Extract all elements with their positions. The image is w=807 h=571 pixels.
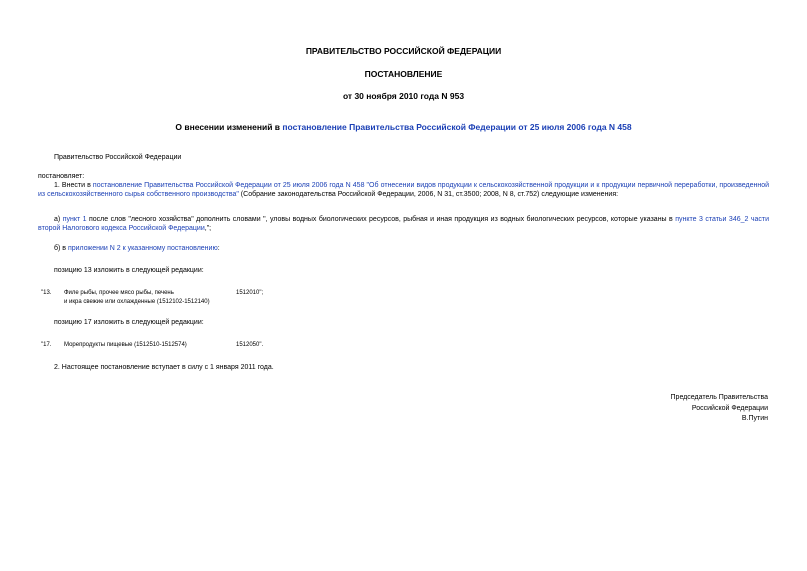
paragraph-a-suffix: ,"; <box>204 225 212 232</box>
intro-text: Правительство Российской Федерации <box>54 154 182 161</box>
document-type-heading: ПОСТАНОВЛЕНИЕ <box>364 69 443 79</box>
paragraph-b-suffix: : <box>217 245 220 252</box>
paragraph-b <box>54 244 220 253</box>
paragraph-a <box>38 215 769 233</box>
paragraph-1-prefix: 1. Внести в <box>54 182 93 189</box>
table-17-code: 1512050". <box>236 342 264 348</box>
date-number-heading: от 30 ноября 2010 года N 953 <box>342 91 465 101</box>
table-13-name-line-1: Филе рыбы, прочее мясо рыбы, печень <box>64 290 174 296</box>
paragraph-1 <box>38 181 769 199</box>
paragraph-a-prefix: а) <box>54 216 63 223</box>
decree-458-link[interactable]: постановление Правительства Российской Федерации от 25 июля 2006 года N 458 "Об отнесении видов продукции к сельскохозяйственной продукции и к продукции первичной переработки, произведенной из сельскохозяйственного сырья собственного производства" <box>38 182 770 198</box>
point-1-link[interactable]: пункт 1 <box>62 216 87 223</box>
signature-title-1: Председатель Правительства <box>670 394 768 401</box>
table-13-number: "13. <box>41 290 52 296</box>
table-13-name-line-2: и икра свежие или охлажденные (1512102-1512140) <box>64 298 210 305</box>
paragraph-1-suffix: (Собрание законодательства Российской Федерации, 2006, N 31, ст.3500; 2008, N 8, ст.752) следующие изменения: <box>238 191 619 198</box>
table-13-name <box>64 289 210 306</box>
signature-block <box>560 393 768 425</box>
document-title <box>0 122 807 132</box>
amended-decree-link[interactable]: постановление Правительства Российской Федерации от 25 июля 2006 года N 458 <box>282 122 632 132</box>
signature-title-2: Российской Федерации <box>691 404 768 412</box>
table-17-number: "17. <box>41 342 52 348</box>
resolves-text: постановляет: <box>38 173 85 180</box>
appendix-2-link[interactable]: приложении N 2 к указанному постановлению <box>67 245 218 252</box>
paragraph-a-middle: после слов "лесного хозяйства" дополнить словами ", уловы водных биологических ресурсов, рыбная и иная продукция из водных биологических ресурсов, которые указаны в <box>86 216 676 223</box>
paragraph-2: 2. Настоящее постановление вступает в силу с 1 января 2011 года. <box>54 364 274 371</box>
government-heading: ПРАВИТЕЛЬСТВО РОССИЙСКОЙ ФЕДЕРАЦИИ <box>305 46 502 56</box>
signature-name: В.Путин <box>741 415 768 422</box>
document-title-prefix: О внесении изменений в <box>175 122 283 132</box>
table-13-code: 1512010"; <box>236 290 264 296</box>
table-17-name: Морепродукты пищевые (1512510-1512574) <box>64 342 187 348</box>
position-13-intro: позицию 13 изложить в следующей редакции: <box>54 267 204 274</box>
paragraph-b-prefix: б) в <box>54 245 68 252</box>
position-17-intro: позицию 17 изложить в следующей редакции: <box>54 319 204 326</box>
tax-code-link[interactable]: пункте 3 статьи 346_2 части второй Налогового кодекса Российской Федерации <box>38 216 769 232</box>
